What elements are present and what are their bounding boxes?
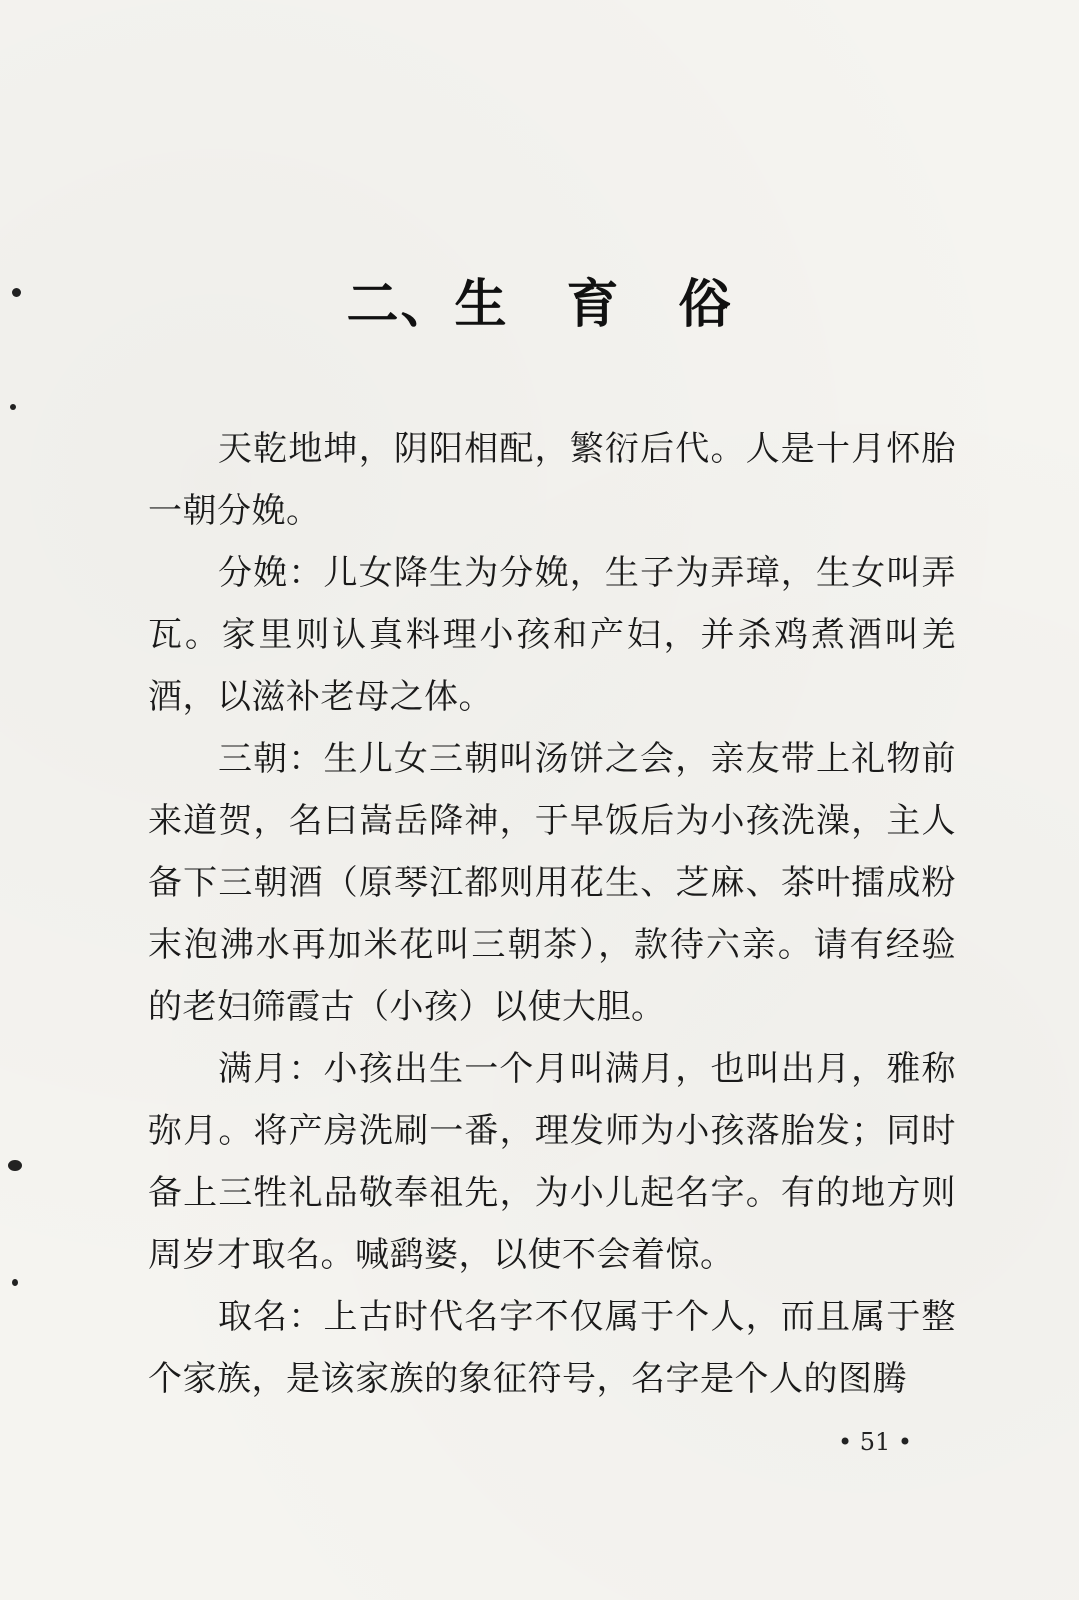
scan-speck xyxy=(8,1160,22,1171)
paragraph-full-month: 满月：小孩出生一个月叫满月，也叫出月，雅称弥月。将产房洗刷一番，理发师为小孩落胎发；同时备上三牲礼品敬奉祖先，为小儿起名字。有的地方则周岁才取名。喊鹞婆，以使不会着惊。 xyxy=(148,1049,956,1275)
chapter-title-part-2: 育 xyxy=(566,275,621,335)
scan-speck xyxy=(12,1279,18,1286)
paragraph-naming: 取名：上古时代名字不仅属于个人，而且属于整个家族，是该家族的象征符号，名字是个人的图腾 xyxy=(148,1297,956,1399)
paragraph-third-day: 三朝：生儿女三朝叫汤饼之会，亲友带上礼物前来道贺，名曰嵩岳降神，于早饭后为小孩洗澡，主人备下三朝酒（原琴江都则用花生、芝麻、茶叶擂成粉末泡沸水再加米花叫三朝茶），款待六亲。请有经验的老妇筛霞古（小孩）以使大胆。 xyxy=(148,739,956,1027)
chapter-title xyxy=(0,262,1079,337)
chapter-title-part-1: 二、生 xyxy=(346,275,509,335)
body-text xyxy=(148,418,956,1410)
page-number: • 51 • xyxy=(837,1428,913,1456)
chapter-title-part-3: 俗 xyxy=(678,275,733,335)
paragraph-intro: 天乾地坤，阴阳相配，繁衍后代。人是十月怀胎一朝分娩。 xyxy=(148,429,956,531)
scan-speck xyxy=(10,404,16,410)
paragraph-delivery: 分娩：儿女降生为分娩，生子为弄璋，生女叫弄瓦。家里则认真料理小孩和产妇，并杀鸡煮酒叫羌酒，以滋补老母之体。 xyxy=(148,553,956,717)
